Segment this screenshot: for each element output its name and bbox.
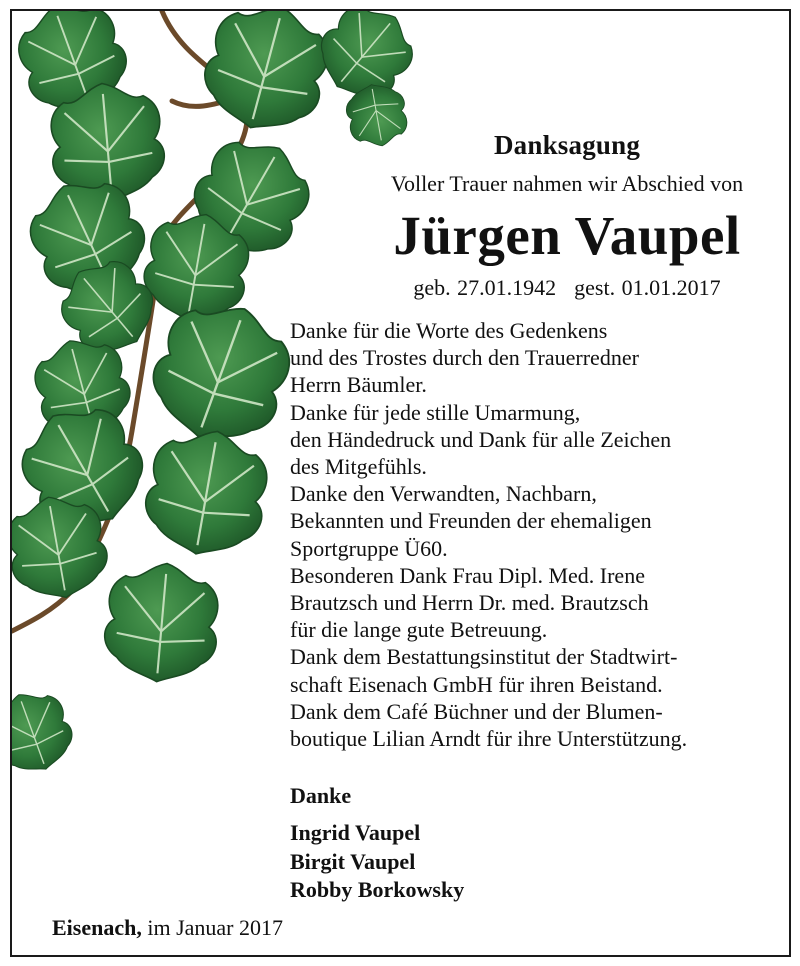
- signer: Ingrid Vaupel: [290, 820, 421, 845]
- text-line: Besonderen Dank Frau Dipl. Med. Irene: [290, 562, 645, 588]
- thank-you-text: [290, 317, 790, 752]
- text-line: für die lange gute Betreuung.: [290, 617, 548, 643]
- text-line: Sportgruppe Ü60.: [290, 535, 448, 561]
- text-line: boutique Lilian Arndt für ihre Unterstützung.: [290, 726, 688, 752]
- text-line: schaft Eisenach GmbH für ihren Beistand.: [290, 671, 663, 697]
- text-line: Herrn Bäumler.: [290, 372, 427, 398]
- life-dates: [342, 275, 791, 301]
- place: Eisenach,: [52, 915, 142, 940]
- text-line: Dank dem Café Büchner und der Blumen-: [290, 698, 663, 724]
- text-line: Bekannten und Freunden der ehemaligen: [290, 508, 652, 534]
- text-line: Danke den Verwandten, Nachbarn,: [290, 481, 597, 507]
- text-line: und des Trostes durch den Trauerredner: [290, 345, 639, 371]
- signers-list: [290, 819, 464, 905]
- heading: Danksagung: [493, 130, 641, 160]
- deceased-name: Jürgen Vaupel: [393, 205, 741, 266]
- closing-thanks: Danke: [290, 783, 352, 808]
- text-line: Danke für die Worte des Gedenkens: [290, 318, 608, 343]
- date: im Januar 2017: [147, 915, 284, 940]
- death-date: gest. 01.01.2017: [574, 275, 721, 300]
- place-date: [52, 915, 283, 941]
- text-line: Brautzsch und Herrn Dr. med. Brautzsch: [290, 590, 649, 616]
- text-line: Dank dem Bestattungsinstitut der Stadtwirt-: [290, 644, 678, 670]
- signer: Birgit Vaupel: [290, 848, 416, 874]
- subheading: Voller Trauer nahmen wir Abschied von: [390, 171, 744, 196]
- obituary-card: [10, 9, 791, 957]
- text-line: Danke für jede stille Umarmung,: [290, 399, 581, 425]
- text-line: des Mitgefühls.: [290, 454, 427, 480]
- birth-date: geb. 27.01.1942: [413, 275, 557, 300]
- text-line: den Händedruck und Dank für alle Zeichen: [290, 426, 672, 452]
- signer: Robby Borkowsky: [290, 877, 465, 902]
